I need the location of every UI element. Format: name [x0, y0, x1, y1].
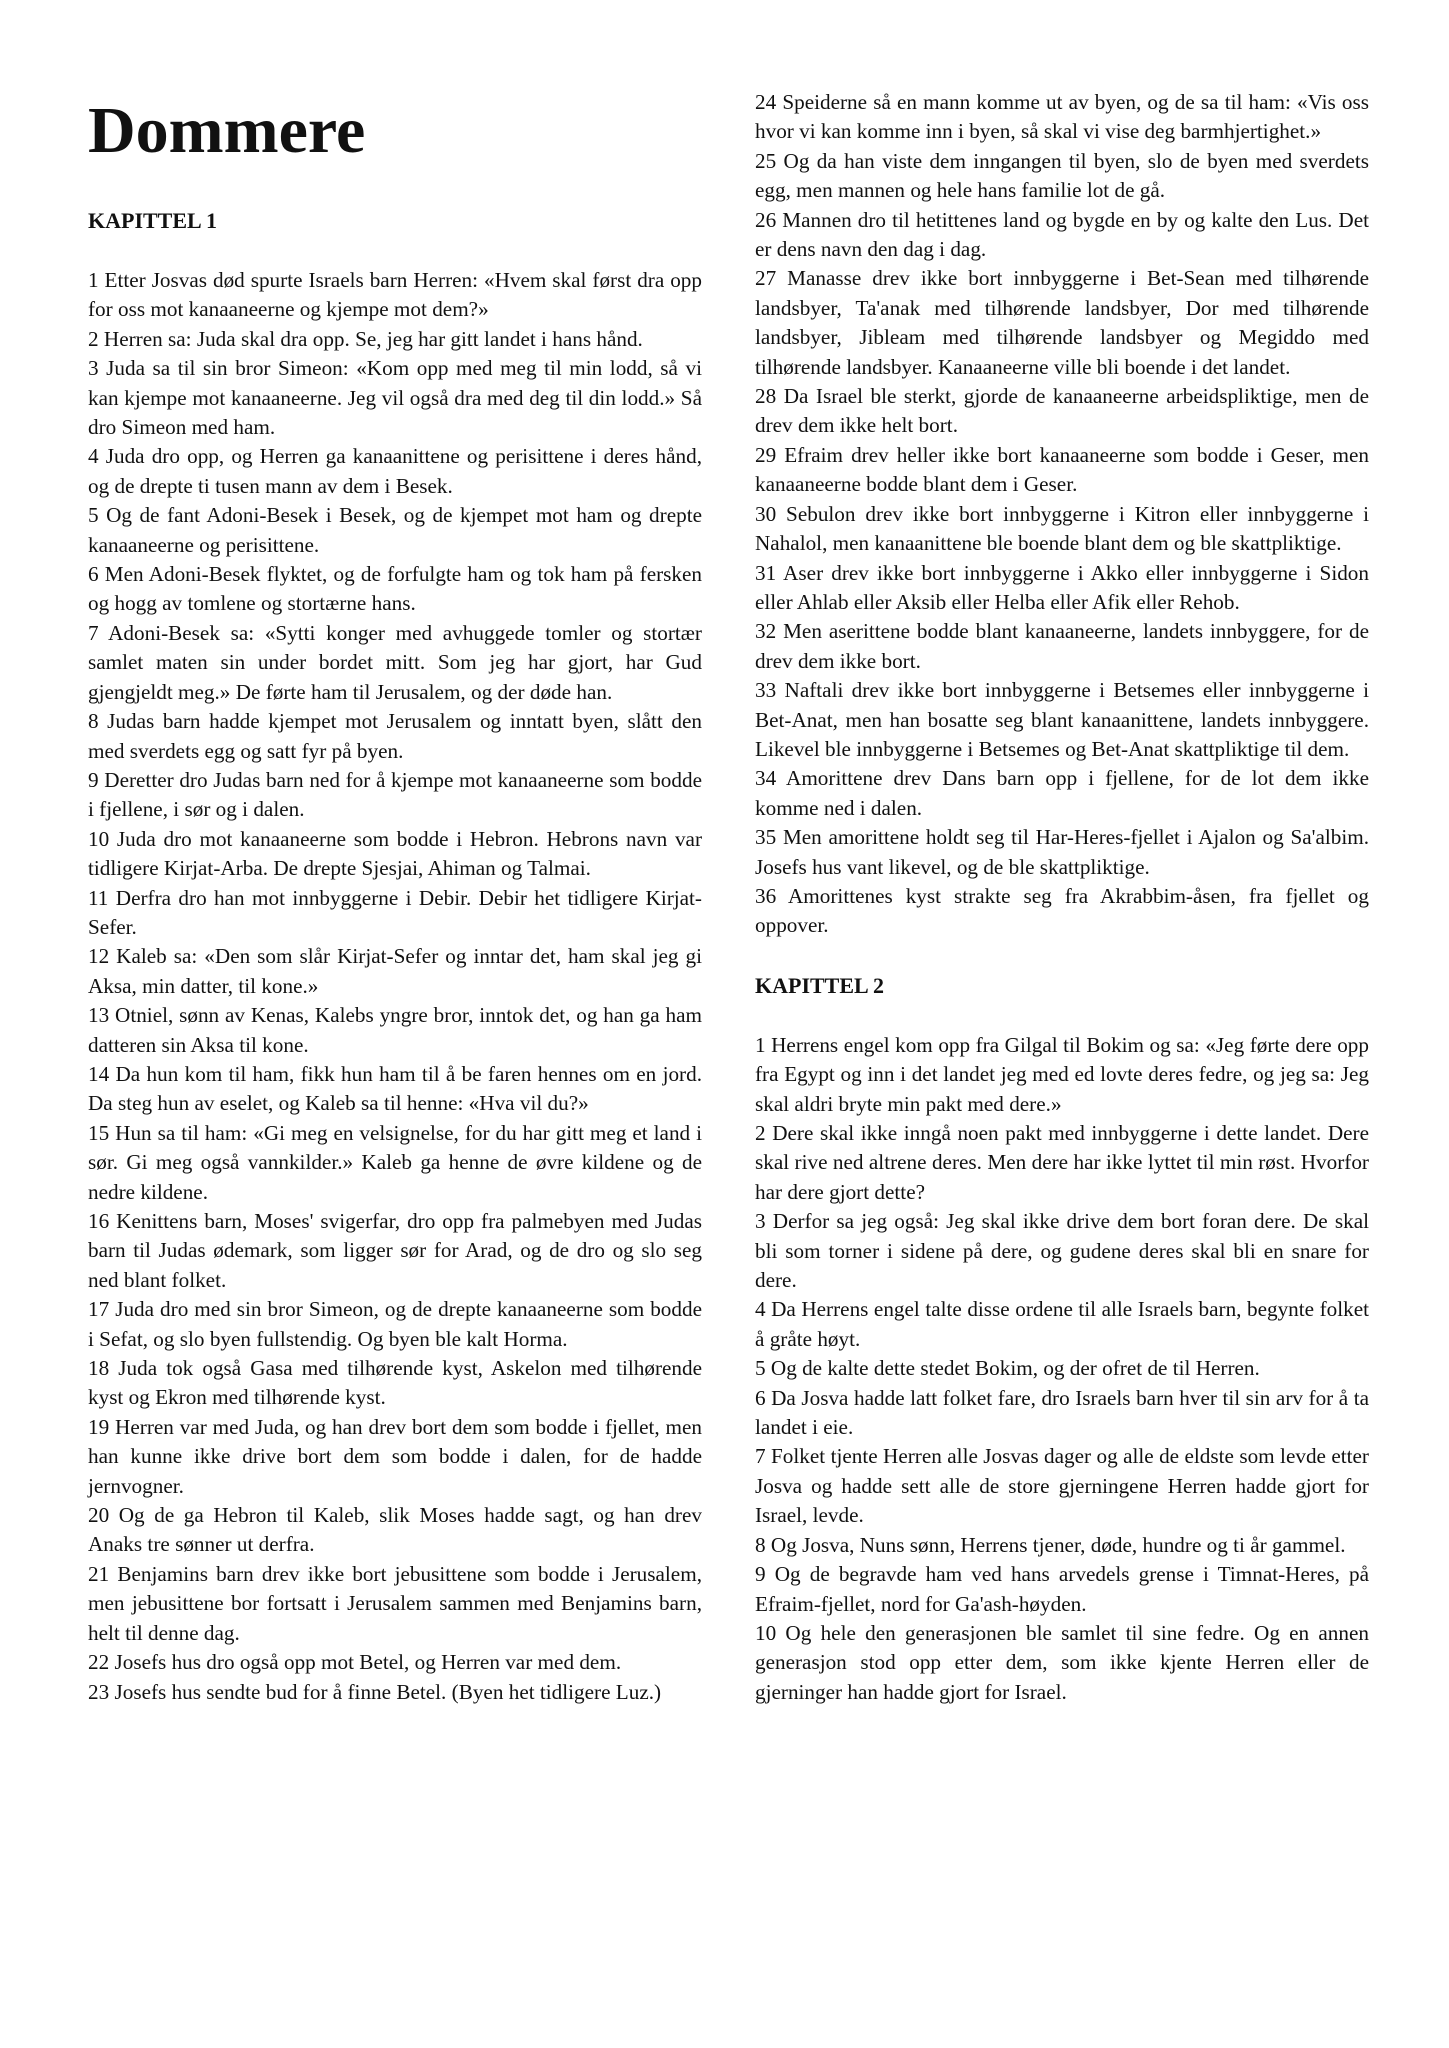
verse-paragraph: 2 Herren sa: Juda skal dra opp. Se, jeg har gitt landet i hans hånd.: [88, 326, 643, 351]
verse-paragraph: 31 Aser drev ikke bort innbyggerne i Akko eller innbyggerne i Sidon eller Ahlab eller Aksib eller Helba eller Afik eller Rehob.: [755, 560, 1369, 614]
verse-paragraph: 34 Amorittene drev Dans barn opp i fjellene, for de lot dem ikke komme ned i dalen.: [755, 766, 1369, 820]
verse-paragraph: 11 Derfra dro han mot innbyggerne i Debir. Debir het tidligere Kirjat-Sefer.: [88, 885, 702, 939]
verse-paragraph: 20 Og de ga Hebron til Kaleb, slik Moses hadde sagt, og han drev Anaks tre sønner ut derfra.: [88, 1503, 702, 1557]
verse-paragraph: 8 Judas barn hadde kjempet mot Jerusalem og inntatt byen, slått den med sverdets egg og satt fyr på byen.: [88, 709, 702, 763]
verse-paragraph: 28 Da Israel ble sterkt, gjorde de kanaaneerne arbeidspliktige, men de drev dem ikke helt bort.: [755, 384, 1369, 438]
verse-paragraph: 12 Kaleb sa: «Den som slår Kirjat-Sefer og inntar det, ham skal jeg gi Aksa, min datter, til kone.»: [88, 944, 702, 998]
verse-paragraph: 14 Da hun kom til ham, fikk hun ham til å be faren hennes om en jord. Da steg hun av eselet, og Kaleb sa til henne: «Hva vil du?»: [88, 1061, 702, 1116]
verse-paragraph: 24 Speiderne så en mann komme ut av byen, og de sa til ham: «Vis oss hvor vi kan komme inn i byen, så skal vi vise deg barmhjertighet.»: [755, 90, 1369, 144]
verse-paragraph: 21 Benjamins barn drev ikke bort jebusittene som bodde i Jerusalem, men jebusittene bor fortsatt i Jerusalem sammen med Benjamins barn, helt til denne dag.: [88, 1561, 702, 1645]
verse-paragraph: 10 Juda dro mot kanaaneerne som bodde i Hebron. Hebrons navn var tidligere Kirjat-Arba. De drepte Sjesjai, Ahiman og Talmai.: [88, 826, 702, 881]
left-column: [88, 88, 702, 1707]
verse-paragraph: 9 Deretter dro Judas barn ned for å kjempe mot kanaaneerne som bodde i fjellene, i sør og i dalen.: [88, 767, 702, 822]
verse-paragraph: 27 Manasse drev ikke bort innbyggerne i Bet-Sean med tilhørende landsbyer, Ta'anak med tilhørende landsbyer, Dor med tilhørende landsbyer, Jibleam med tilhørende landsbyer og Megiddo med tilhørende landsbyer. Kanaaneerne ville bli boende i det landet.: [755, 266, 1369, 379]
verse-paragraph: 36 Amorittenes kyst strakte seg fra Akrabbim-åsen, fra fjellet og oppover.: [755, 883, 1369, 938]
verse-paragraph: 29 Efraim drev heller ikke bort kanaaneerne som bodde i Geser, men kanaaneerne bodde blant dem i Geser.: [755, 442, 1369, 497]
right-column-body: [755, 88, 1369, 1707]
verse-paragraph: 3 Derfor sa jeg også: Jeg skal ikke drive dem bort foran dere. De skal bli som torner i sidene på dere, og gudene deres skal bli en snare for dere.: [755, 1209, 1369, 1293]
verse-paragraph: 22 Josefs hus dro også opp mot Betel, og Herren var med dem.: [88, 1650, 622, 1675]
verse-paragraph: 6 Da Josva hadde latt folket fare, dro Israels barn hver til sin arv for å ta landet i eie.: [755, 1385, 1369, 1440]
verse-paragraph: 32 Men aserittene bodde blant kanaaneerne, landets innbyggere, for de drev dem ikke bort.: [755, 619, 1369, 673]
verse-paragraph: 10 Og hele den generasjonen ble samlet til sine fedre. Og en annen generasjon stod opp etter dem, som ikke kjente Herren eller de gjerninger han hadde gjort for Israel.: [755, 1620, 1369, 1704]
verse-paragraph: 23 Josefs hus sendte bud for å finne Betel. (Byen het tidligere Luz.): [88, 1679, 662, 1704]
book-title: Dommere: [88, 94, 366, 167]
verse-paragraph: 30 Sebulon drev ikke bort innbyggerne i Kitron eller innbyggerne i Nahalol, men kanaanittene ble boende blant dem og ble skattpliktige.: [755, 501, 1369, 556]
verse-paragraph: 13 Otniel, sønn av Kenas, Kalebs yngre bror, inntok det, og han ga ham datteren sin Aksa til kone.: [88, 1003, 702, 1057]
verse-paragraph: 33 Naftali drev ikke bort innbyggerne i Betsemes eller innbyggerne i Bet-Anat, men han bosatte seg blant kanaanittene, landets innbyggere. Likevel ble innbyggerne i Betsemes og Bet-Anat skattpliktige til dem.: [755, 678, 1369, 761]
verse-paragraph: 1 Etter Josvas død spurte Israels barn Herren: «Hvem skal først dra opp for oss mot kanaaneerne og kjempe mot dem?»: [88, 268, 702, 322]
right-column: [755, 88, 1369, 1707]
verse-paragraph: 9 Og de begravde ham ved hans arvedels grense i Timnat-Heres, på Efraim-fjellet, nord for Ga'ash-høyden.: [755, 1562, 1369, 1616]
left-column-body: [88, 206, 702, 1707]
verse-paragraph: 1 Herrens engel kom opp fra Gilgal til Bokim og sa: «Jeg førte dere opp fra Egypt og inn i det landet jeg med ed lovte deres fedre, og jeg sa: Jeg skal aldri bryte min pakt med dere.»: [755, 1032, 1369, 1116]
verse-paragraph: 19 Herren var med Juda, og han drev bort dem som bodde i fjellet, men han kunne ikke drive bort dem som bodde i dalen, for de hadde jernvogner.: [88, 1414, 702, 1498]
verse-paragraph: 3 Juda sa til sin bror Simeon: «Kom opp med meg til min lodd, så vi kan kjempe mot kanaaneerne. Jeg vil også dra med deg til din lodd.» Så dro Simeon med ham.: [88, 356, 702, 440]
verse-paragraph: 16 Kenittens barn, Moses' svigerfar, dro opp fra palmebyen med Judas barn til Judas ødemark, som ligger sør for Arad, og de dro og slo seg ned blant folket.: [88, 1209, 702, 1292]
verse-paragraph: 18 Juda tok også Gasa med tilhørende kyst, Askelon med tilhørende kyst og Ekron med tilhørende kyst.: [88, 1356, 702, 1410]
verse-paragraph: 35 Men amorittene holdt seg til Har-Heres-fjellet i Ajalon og Sa'albim. Josefs hus vant likevel, og de ble skattpliktige.: [755, 825, 1369, 879]
verse-paragraph: 5 Og de kalte dette stedet Bokim, og der ofret de til Herren.: [755, 1356, 1260, 1381]
verse-paragraph: 5 Og de fant Adoni-Besek i Besek, og de kjempet mot ham og drepte kanaaneerne og perisittene.: [88, 503, 702, 557]
chapter-heading: KAPITTEL 2: [755, 972, 884, 998]
verse-paragraph: 7 Adoni-Besek sa: «Sytti konger med avhuggede tomler og stortær samlet maten sin under bordet mitt. Som jeg har gjort, har Gud gjengjeldt meg.» De førte ham til Jerusalem, og der døde han.: [88, 620, 702, 704]
verse-paragraph: 4 Da Herrens engel talte disse ordene til alle Israels barn, begynte folket å gråte høyt.: [755, 1297, 1369, 1351]
verse-paragraph: 4 Juda dro opp, og Herren ga kanaanittene og perisittene i deres hånd, og de drepte ti tusen mann av dem i Besek.: [88, 444, 702, 498]
verse-paragraph: 7 Folket tjente Herren alle Josvas dager og alle de eldste som levde etter Josva og hadde sett alle de store gjerningene Herren hadde gjort for Israel, levde.: [755, 1444, 1369, 1528]
verse-paragraph: 17 Juda dro med sin bror Simeon, og de drepte kanaaneerne som bodde i Sefat, og slo byen fullstendig. Og byen ble kalt Horma.: [88, 1297, 702, 1351]
verse-paragraph: 2 Dere skal ikke inngå noen pakt med innbyggerne i dette landet. Dere skal rive ned altrene deres. Men dere har ikke lyttet til min røst. Hvorfor har dere gjort dette?: [755, 1121, 1369, 1204]
verse-paragraph: 8 Og Josva, Nuns sønn, Herrens tjener, døde, hundre og ti år gammel.: [755, 1532, 1346, 1557]
verse-paragraph: 6 Men Adoni-Besek flyktet, og de forfulgte ham og tok ham på fersken og hogg av tomlene og stortærne hans.: [88, 562, 702, 616]
verse-paragraph: 25 Og da han viste dem inngangen til byen, slo de byen med sverdets egg, men mannen og hele hans familie lot de gå.: [755, 148, 1369, 203]
verse-paragraph: 26 Mannen dro til hetittenes land og bygde en by og kalte den Lus. Det er dens navn den dag i dag.: [755, 207, 1369, 262]
verse-paragraph: 15 Hun sa til ham: «Gi meg en velsignelse, for du har gitt meg et land i sør. Gi meg også vannkilder.» Kaleb ga henne de øvre kildene og de nedre kildene.: [88, 1120, 702, 1204]
chapter-heading: KAPITTEL 1: [88, 208, 217, 233]
